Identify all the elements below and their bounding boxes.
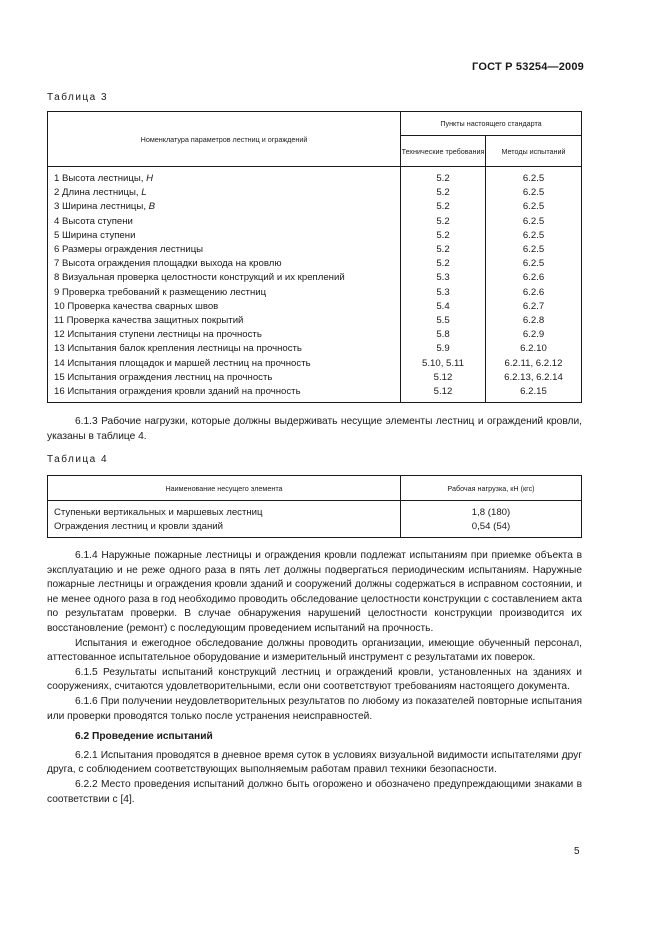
parameter-name: 2 Длина лестницы, (54, 187, 142, 199)
table-row (48, 357, 582, 371)
table3-cell-test-method: 6.2.5 (522, 215, 545, 227)
table-row (48, 215, 582, 229)
table-row (48, 229, 582, 243)
table3-cell-requirement: 5.3 (401, 271, 486, 285)
table3-cell-test-method: 6.2.5 (522, 187, 545, 199)
table3-cell-requirement: 5.10, 5.11 (401, 357, 486, 371)
parameter-name: 11 Проверка качества защитных покрытий (54, 315, 244, 327)
table3-cell-parameter (48, 257, 401, 271)
table-row (48, 328, 582, 342)
table3-body (48, 167, 582, 403)
table3-caption: Таблица 3 (47, 92, 109, 103)
table-row (48, 200, 582, 214)
table3-cell-test-method: 6.2.7 (522, 300, 545, 312)
table4-cell-name: Ограждения лестниц и кровли зданий (48, 520, 401, 538)
parameter-symbol: Н (146, 173, 154, 184)
table3-col3-header: Методы испытаний (486, 136, 582, 167)
table3-cell-requirement: 5.3 (401, 286, 486, 300)
table-row (48, 314, 582, 328)
table3-cell-requirement: 5.9 (401, 342, 486, 356)
table3-cell-requirement: 5.8 (401, 328, 486, 342)
parameter-name: 6 Размеры ограждения лестницы (54, 244, 204, 256)
body-text (47, 549, 582, 807)
table3-cell-parameter (48, 371, 401, 385)
table3-cell-requirement: 5.4 (401, 300, 486, 314)
paragraph-6-1-6: 6.1.6 При получении неудовлетворительных результатов по любому из показателей повторные испытания или проверки проводятся только после устранения неисправностей. (47, 695, 582, 722)
section-heading-6-2: 6.2 Проведение испытаний (75, 731, 213, 743)
table4-caption: Таблица 4 (47, 454, 109, 465)
parameter-symbol: L (141, 187, 147, 199)
parameter-symbol: В (148, 201, 156, 213)
paragraph-6-1-3 (47, 415, 582, 444)
table-row (48, 501, 582, 521)
table3-cell-parameter (48, 328, 401, 342)
table3-cell-requirement: 5.2 (401, 215, 486, 229)
table3-cell-parameter (48, 229, 401, 243)
parameter-name: 5 Ширина ступени (54, 229, 136, 241)
table3-col1-header: Номенклатура параметров лестниц и ограждений (48, 112, 401, 167)
parameter-name: 16 Испытания ограждения кровли зданий на прочность (54, 386, 301, 398)
table3-cell-requirement: 5.12 (401, 371, 486, 385)
table3-cell-test-method: 6.2.13, 6.2.14 (504, 371, 563, 383)
table3-cell-requirement: 5.12 (401, 385, 486, 403)
table4-col2-header: Рабочая нагрузка, кН (кгс) (401, 476, 582, 501)
table3-cell-test-method: 6.2.11, 6.2.12 (504, 357, 563, 369)
parameter-name: 4 Высота ступени (54, 215, 133, 227)
table-row (48, 300, 582, 314)
table3-cell-test-method: 6.2.9 (522, 329, 545, 341)
parameter-name: 8 Визуальная проверка целостности конструкций и их креплений (54, 272, 345, 284)
table3-cell-test-method: 6.2.10 (520, 343, 547, 355)
table3-cell-test-method: 6.2.6 (522, 286, 545, 298)
parameter-name: 3 Ширина лестницы, (54, 201, 149, 213)
table3-col2-header: Технические требования (401, 136, 486, 167)
table3-cell-requirement: 5.2 (401, 167, 486, 187)
table3-cell-test-method: 6.2.5 (522, 229, 545, 241)
table3-cell-parameter (48, 357, 401, 371)
parameter-name: 15 Испытания ограждения лестниц на прочность (54, 371, 273, 383)
table3-cell-parameter (48, 215, 401, 229)
parameter-name: 14 Испытания площадок и маршей лестниц на прочность (54, 357, 311, 369)
table3-cell-parameter (48, 243, 401, 257)
paragraph-6-1-4-continued: Испытания и ежегодное обследование должны проводить организации, имеющие обученный персонал, аттестованное испытательное оборудование и измерительный инструмент с результатами их поверок. (47, 637, 582, 664)
table3-cell-parameter (48, 314, 401, 328)
table3 (47, 111, 582, 403)
table3-cell-test-method: 6.2.5 (522, 244, 545, 256)
table3-cell-test-method: 6.2.8 (522, 315, 545, 327)
table-row (48, 286, 582, 300)
table3-cell-parameter (48, 286, 401, 300)
parameter-name: 13 Испытания балок крепления лестницы на прочность (54, 343, 302, 355)
table-row (48, 243, 582, 257)
table3-cell-test-method: 6.2.5 (522, 173, 545, 184)
table-row (48, 385, 582, 403)
parameter-name: 1 Высота лестницы, (54, 173, 147, 184)
table3-cell-parameter (48, 167, 401, 187)
table-row (48, 520, 582, 538)
table3-cell-parameter (48, 300, 401, 314)
table3-cell-test-method: 6.2.15 (520, 386, 547, 398)
table3-cell-parameter (48, 385, 401, 403)
paragraph-text: 6.1.3 Рабочие нагрузки, которые должны выдерживать несущие элементы лестниц и ограждений кровли, указаны в таблице 4. (47, 416, 582, 442)
table4-cell-load: 1,8 (180) (471, 507, 511, 518)
table4-cell-load: 0,54 (54) (471, 521, 511, 533)
table3-group-header: Пункты настоящего стандарта (401, 112, 582, 136)
parameter-name: 12 Испытания ступени лестницы на прочность (54, 329, 262, 341)
table3-cell-parameter (48, 271, 401, 285)
table3-cell-requirement: 5.2 (401, 229, 486, 243)
table3-cell-test-method: 6.2.5 (522, 201, 545, 213)
parameter-name: 7 Высота ограждения площадки выхода на кровлю (54, 258, 282, 270)
table-row (48, 342, 582, 356)
table-row (48, 371, 582, 385)
paragraph-6-2-2: 6.2.2 Место проведения испытаний должно быть огорожено и обозначено предупреждающими знаками в соответствии с [4]. (47, 778, 582, 805)
parameter-name: 10 Проверка качества сварных швов (54, 300, 219, 312)
table-row (48, 186, 582, 200)
table3-cell-parameter (48, 200, 401, 214)
table3-cell-test-method: 6.2.6 (522, 272, 545, 284)
table3-cell-parameter (48, 186, 401, 200)
paragraph-6-2-1: 6.2.1 Испытания проводятся в дневное время суток в условиях визуальной видимости испытателями друг друга, с соблюдением соответствующих выполняемым работам правил техники безопасности. (47, 749, 582, 776)
table3-cell-requirement: 5.2 (401, 186, 486, 200)
table4-col1-header: Наименование несущего элемента (48, 476, 401, 501)
table-row (48, 271, 582, 285)
paragraph-6-1-4: 6.1.4 Наружные пожарные лестницы и ограждения кровли подлежат испытаниям при приемке объекта в эксплуатацию и не реже одного раза в пять лет должны подвергаться периодическим испытаниям. Наружные пожарные лестницы и ограждения кровли зданий и сооружений должны содержаться в исправном состоянии, и не менее одного раза в год необходимо проводить обследование целостности конструкции с составлением акта по результатам проверки. В случае обнаружения нарушений целостности конструкции производится их восстановление (ремонт) с последующим проведением испытаний на прочность. (47, 550, 582, 634)
table3-cell-requirement: 5.5 (401, 314, 486, 328)
table4-cell-name: Ступеньки вертикальных и маршевых лестниц (48, 501, 401, 521)
table3-cell-requirement: 5.2 (401, 200, 486, 214)
parameter-name: 9 Проверка требований к размещению лестниц (54, 286, 267, 298)
table-row (48, 167, 582, 187)
table-row (48, 257, 582, 271)
table3-cell-parameter (48, 342, 401, 356)
table3-cell-requirement: 5.2 (401, 243, 486, 257)
table3-cell-requirement: 5.2 (401, 257, 486, 271)
page-number: 5 (574, 846, 580, 857)
standard-designation: ГОСТ Р 53254—2009 (472, 61, 584, 73)
table3-cell-test-method: 6.2.5 (522, 258, 545, 270)
paragraph-6-1-5: 6.1.5 Результаты испытаний конструкций лестниц и ограждений кровли, установленных на зданиях и сооружениях, считаются удовлетворительными, если они соответствуют требованиям настоящего документа. (47, 666, 582, 693)
table4 (47, 475, 582, 538)
